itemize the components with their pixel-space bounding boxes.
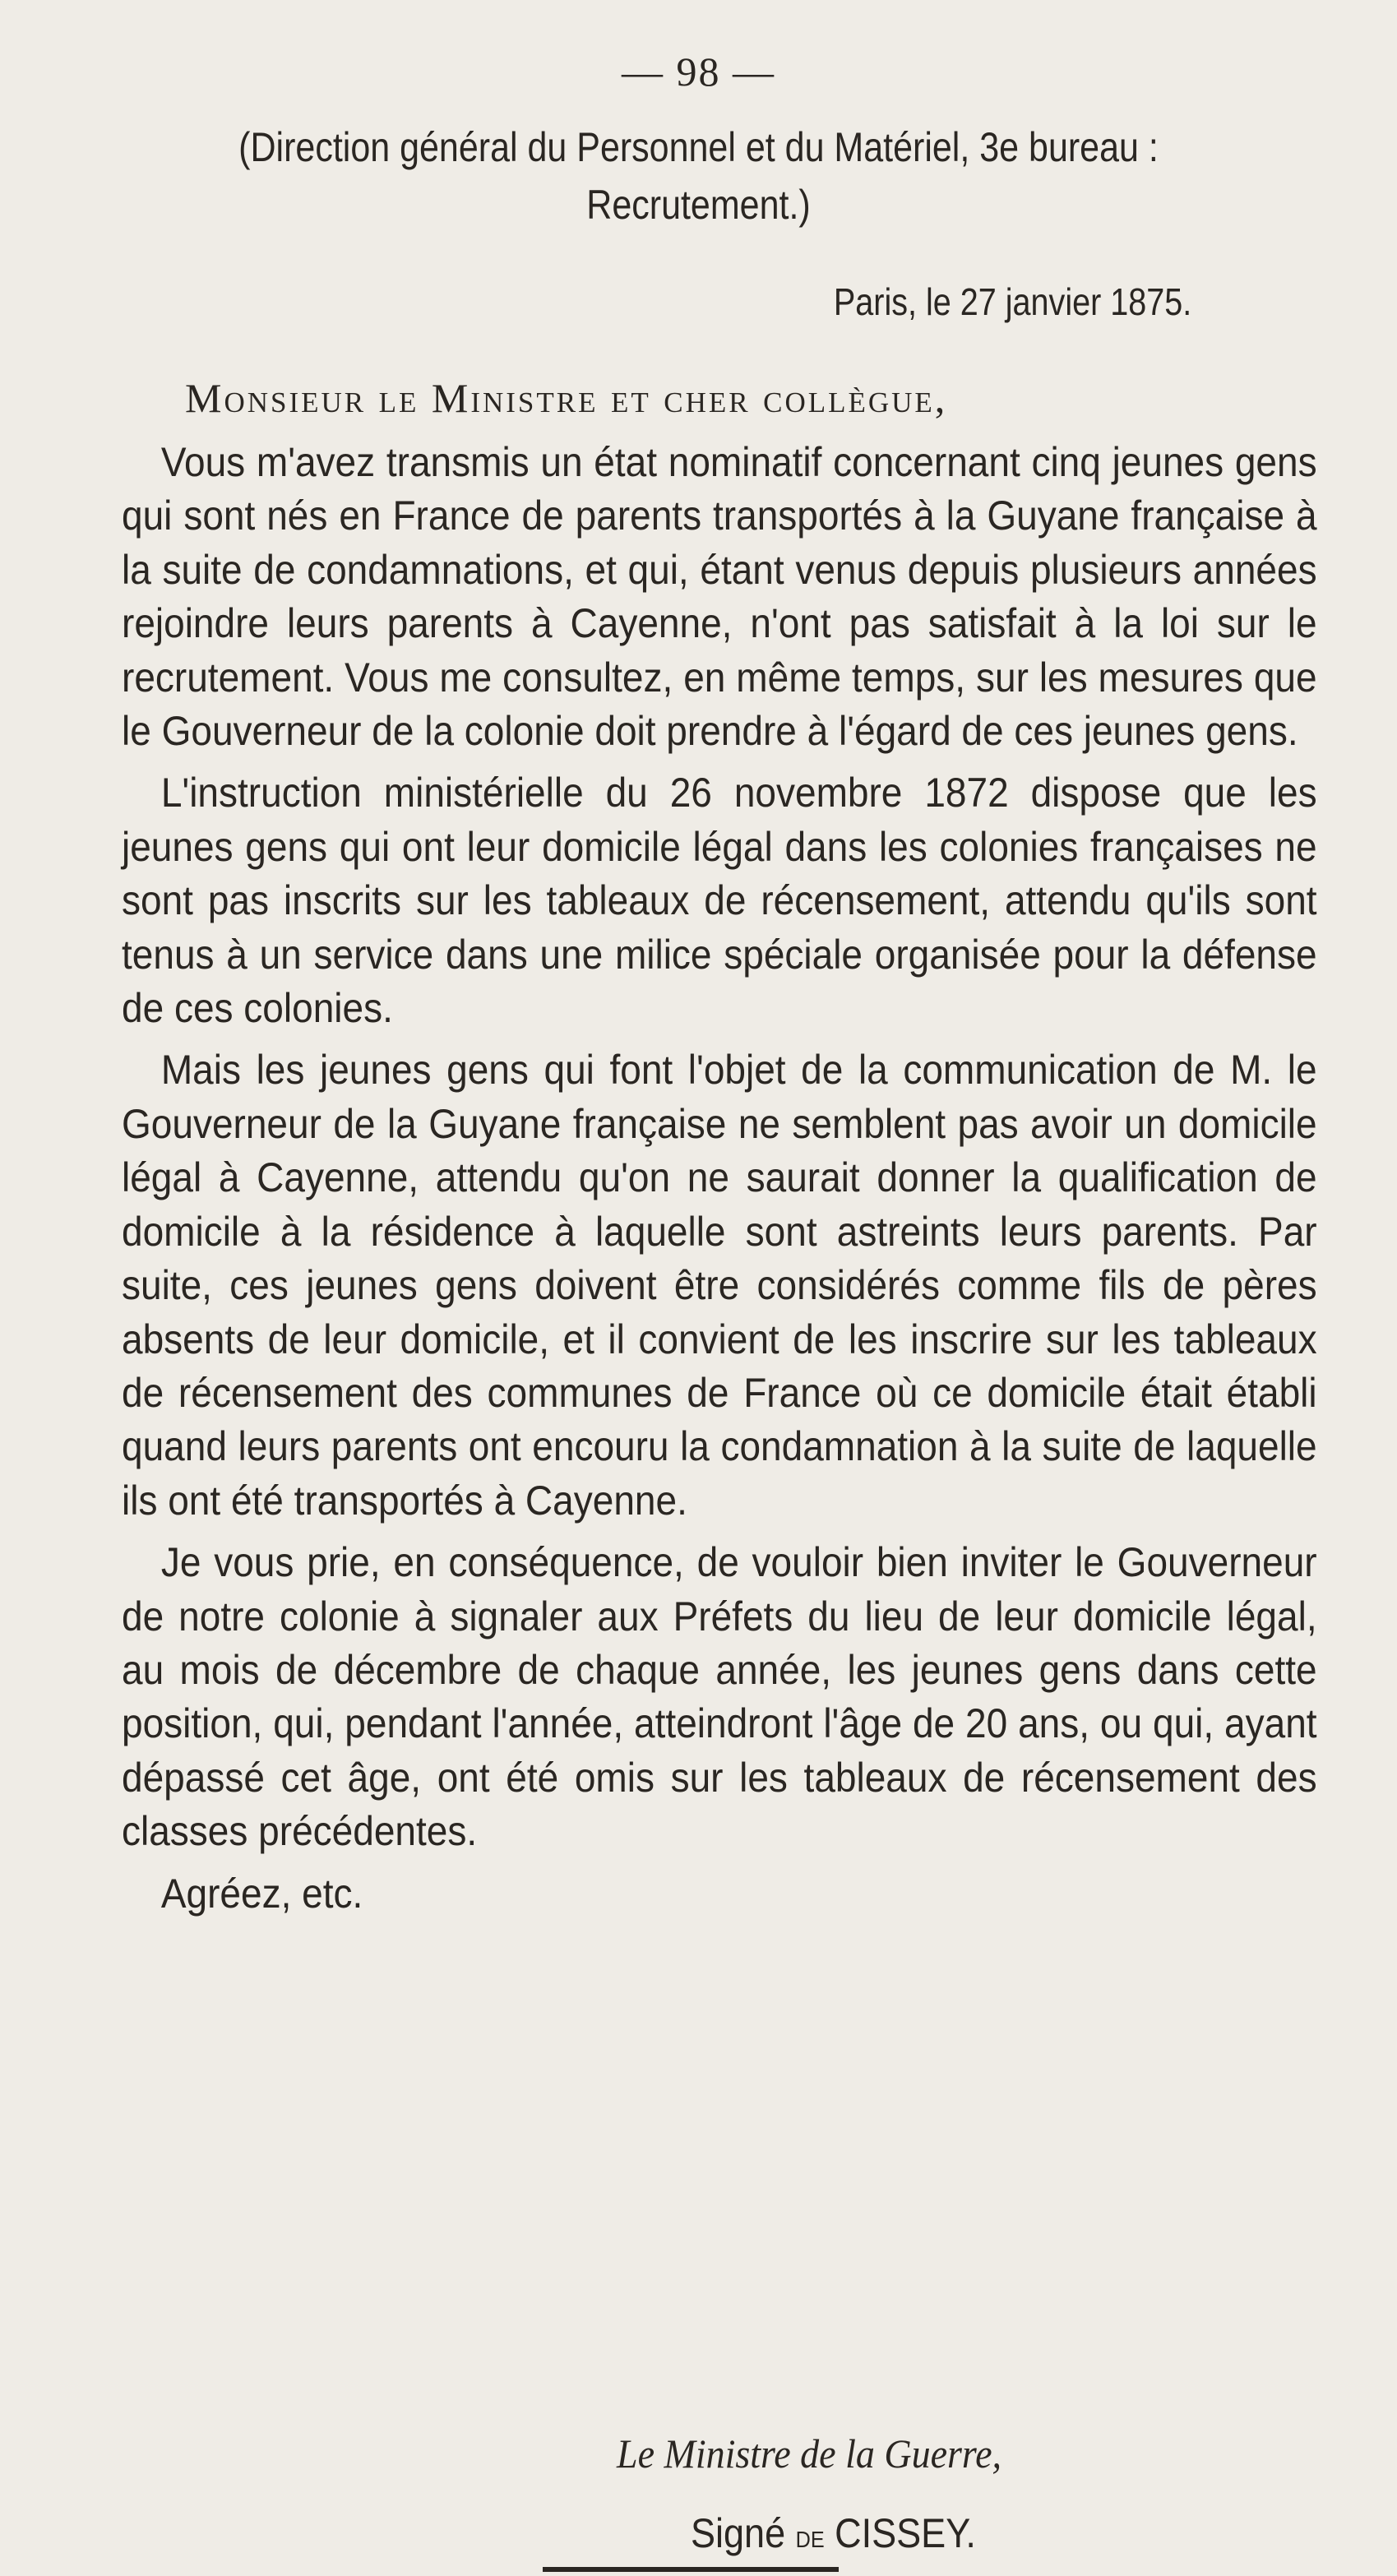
signature-title: Le Ministre de la Guerre, (617, 2430, 1002, 2477)
header-bureau-line: Recrutement.) (586, 182, 811, 228)
letter-body (122, 436, 1318, 1929)
paragraph: Je vous prie, en conséquence, de vouloir bien inviter le Gouverneur de notre colonie à signaler aux Préfets du lieu de leur domicile légal, au mois de décembre de chaque année, les jeunes gens dans cette position, qui, pendant l'année, atteindront l'âge de 20 ans, ou qui, ayant dépassé cet âge, ont été omis sur les tableaux de récensement des classes précédentes. (122, 1539, 1317, 1855)
paragraph: Vous m'avez transmis un état nominatif concernant cinq jeunes gens qui sont nés en France de parents transportés à la Guyane française à la suite de condamnations, et qui, étant venus depuis plusieurs années rejoindre leurs parents à Cayenne, n'ont pas satisfait à la loi sur le recrutement. Vous me consultez, en même temps, sur les mesures que le Gouverneur de la colonie doit prendre à l'égard de ces jeunes gens. (122, 439, 1317, 755)
header-direction-line: (Direction général du Personnel et du Matériel, 3e bureau : (238, 124, 1159, 170)
paragraph: L'instruction ministérielle du 26 novembre 1872 dispose que les jeunes gens qui ont leur domicile légal dans les colonies françaises ne sont pas inscrits sur les tableaux de récensement, attendu qu'ils sont tenus à un service dans une milice spéciale organisée pour la défense de ces colonies. (122, 770, 1317, 1032)
signed-prefix: Signé (691, 2510, 786, 2556)
closing-formula: Agréez, etc. (160, 1870, 363, 1917)
paragraph: Mais les jeunes gens qui font l'objet de la communication de M. le Gouverneur de la Guyane française ne semblent pas avoir un domicile légal à Cayenne, attendu qu'on ne saurait donner la qualification de domicile à la résidence à laquelle sont astreints leurs parents. Par suite, ces jeunes gens doivent être considérés comme fils de pères absents de leur domicile, et il convient de les inscrire sur les tableaux de récensement des communes de France où ce domicile était établi quand leurs parents ont encouru la condamnation à la suite de laquelle ils ont été transportés à Cayenne. (122, 1047, 1317, 1524)
end-rule (543, 2567, 839, 2572)
name-particle: de (795, 2518, 825, 2555)
signatory-name: CISSEY. (835, 2510, 976, 2556)
signature-name (691, 2509, 976, 2557)
page-number: — 98 — (622, 49, 775, 95)
salutation: Monsieur le Ministre et cher collègue, (185, 375, 948, 421)
dateline: Paris, le 27 janvier 1875. (833, 280, 1191, 323)
